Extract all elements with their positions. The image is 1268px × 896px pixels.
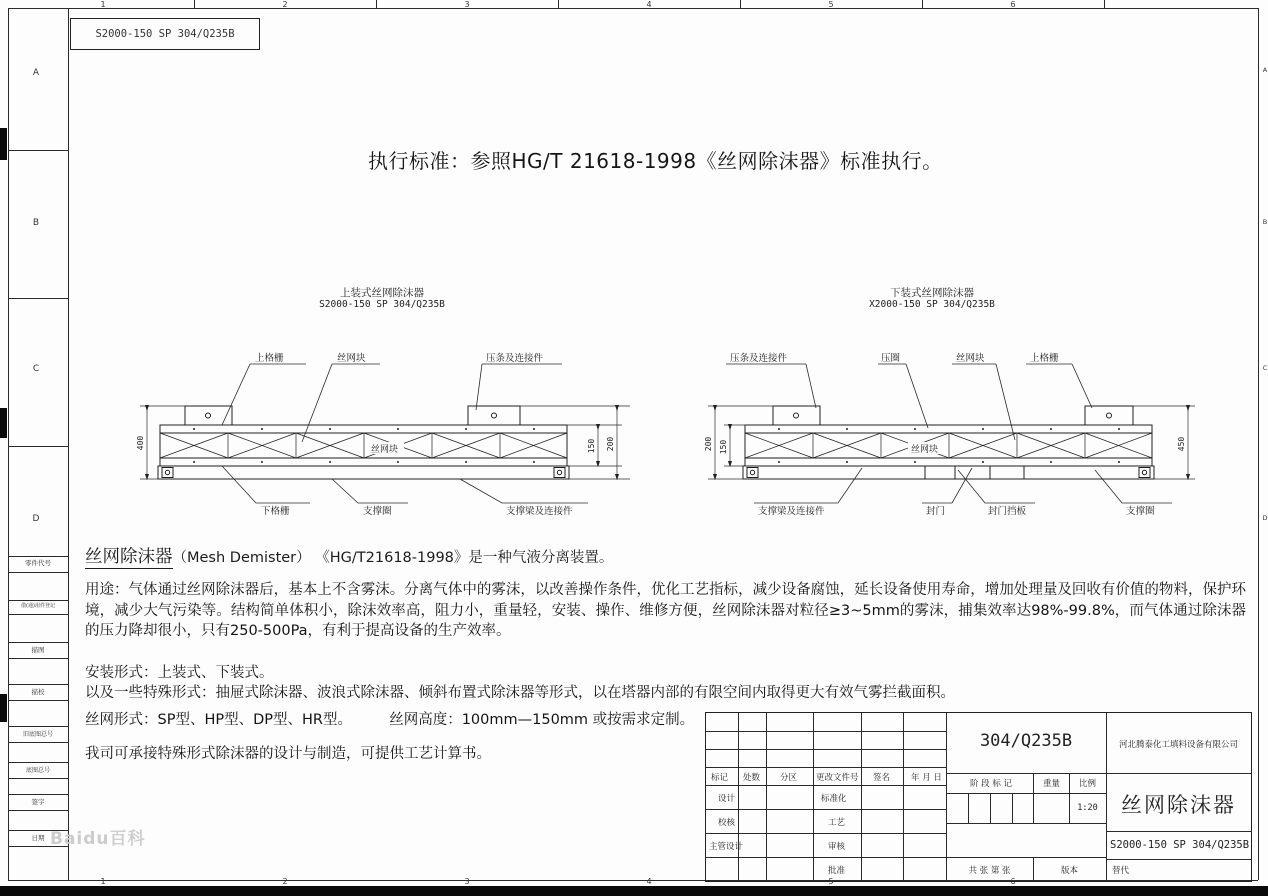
product-model: S2000-150 SP 304/Q235B	[1110, 839, 1250, 851]
dim-mesh: 150	[587, 438, 596, 454]
bolt-hole	[794, 413, 799, 418]
zone-tick	[740, 0, 741, 8]
zone-tick	[1104, 0, 1105, 8]
right-diagram	[690, 340, 1235, 535]
support-beam	[158, 466, 569, 479]
col-doc: 更改文件号	[816, 773, 859, 783]
mesh-bed	[745, 433, 1152, 458]
dim-overall: 400	[136, 435, 145, 451]
doc-code-box	[70, 18, 260, 50]
col-date: 年 月 日	[911, 773, 942, 783]
label-seal-door: 封门	[926, 506, 946, 517]
bottom-grid-rail	[160, 458, 567, 466]
zone-number-top: 1	[100, 0, 106, 9]
sidefield-tracing: 描图	[31, 646, 45, 654]
dim-frame: 200	[704, 436, 713, 452]
watermark: Baidu百科	[50, 829, 146, 849]
centering-mark	[0, 128, 7, 160]
clamp-plate	[1085, 406, 1133, 425]
leader-support-ring	[332, 479, 408, 503]
zone-letter-right: C	[1262, 364, 1268, 372]
zone-number-bottom: 4	[646, 877, 652, 886]
frame-right-line	[1258, 8, 1259, 880]
version-label: 版本	[1060, 866, 1078, 876]
bolt-hole	[1142, 470, 1146, 474]
sidefield-borrow-record: 借(通)用件登记	[21, 603, 55, 609]
install-line-1: 安装形式：上装式、下装式。	[85, 665, 274, 681]
leader-support-beam	[754, 468, 862, 503]
sheets-label: 共 张 第 张	[968, 866, 1011, 876]
sidefield-trace-check: 描校	[31, 688, 45, 696]
zone-number-bottom: 3	[464, 877, 470, 886]
label-top-grid: 上格栅	[1030, 353, 1059, 364]
col-count: 处数	[743, 773, 761, 783]
sidefield-old-master-no: 旧底图总号	[22, 731, 53, 738]
top-grid-rail	[745, 425, 1152, 433]
frame-left-line	[8, 8, 9, 880]
col-sign: 签名	[873, 773, 891, 783]
sidefield-line	[8, 794, 68, 795]
company-name: 河北腾泰化工填料设备有限公司	[1118, 740, 1238, 750]
mesh-cell-dividers	[228, 433, 500, 458]
centering-mark	[0, 694, 7, 722]
scan-edge-bar	[0, 886, 1268, 896]
top-grid-rail	[160, 425, 567, 433]
zone-number-top: 2	[282, 0, 288, 9]
sidefield-line	[8, 556, 68, 557]
zone-number-top: 4	[646, 0, 652, 9]
label-bottom-grid: 下格栅	[261, 506, 290, 517]
sidefield-line	[8, 742, 68, 743]
weight-label: 重量	[1042, 779, 1060, 789]
intro-title: 丝网除沫器	[85, 547, 173, 567]
mesh-cell-dividers	[813, 433, 1085, 458]
label-clamp: 压条及连接件	[730, 353, 788, 364]
label-mesh-pad: 丝网块	[337, 353, 366, 364]
zone-divider	[8, 298, 68, 299]
intro-rest: （Mesh Demister） 《HG/T21618-1998》是一种气液分离装置。	[172, 550, 614, 566]
leader-bottom-grid	[222, 466, 310, 503]
zone-number-bottom: 6	[1010, 877, 1016, 886]
zone-tick	[376, 0, 377, 8]
inner-mesh-label: 丝网块	[911, 445, 939, 455]
seal-door-plate	[990, 466, 1024, 479]
scale-label: 比例	[1078, 779, 1096, 789]
sidefield-line	[8, 642, 68, 643]
sidefield-line	[8, 614, 68, 615]
product-name: 丝网除沫器	[1121, 793, 1236, 817]
usage-paragraph: 用途：气体通过丝网除沫器后，基本上不含雾沫。分离气体中的雾沫，以改善操作条件，优化工艺指标，减少设备腐蚀，延长设备使用寿命，增加处理量及回收有价值的物料，保护环境，减少大气污染等。结构简单体积小，除沫效率高，阻力小，重量轻，安装、操作、维修方便，丝网除沫器对粒径≥3~5mm的雾沫，捕集效率达98%-99.8%，而气体通过除沫器的压力降却很小，只有250-500Pa，有利于提高设备的生产效率。	[85, 582, 1246, 639]
col-zone: 分区	[780, 773, 798, 783]
standard-note: 执行标准：参照HG/T 21618-1998《丝网除沫器》标准执行。	[368, 149, 943, 173]
zone-divider	[8, 150, 68, 151]
clamp-plate	[773, 406, 820, 425]
frame-top-line	[8, 8, 1258, 9]
mesh-height: 丝网高度：100mm—150mm 或按需求定制。	[389, 712, 695, 728]
install-line-2: 以及一些特殊形式：抽屉式除沫器、波浪式除沫器、倾斜布置式除沫器等形式，以在塔器内部的有限空间内取得更大有效气雾拦截面积。	[85, 685, 955, 701]
zone-tick	[194, 0, 195, 8]
sidefield-line	[8, 572, 68, 573]
zone-number-top: 3	[464, 0, 470, 9]
label-mesh-pad: 丝网块	[956, 353, 985, 364]
dim-mesh: 150	[719, 439, 728, 455]
label-clamp: 压条及连接件	[486, 353, 544, 364]
material-spec: 304/Q235B	[979, 731, 1073, 751]
zone-number-top: 6	[1010, 0, 1016, 9]
sidefield-part-code: 零件代号	[25, 559, 51, 567]
row-chief: 主管设计	[709, 842, 744, 852]
mesh-bed	[160, 433, 567, 458]
col-mark: 标记	[711, 773, 729, 783]
bolt-hole	[1107, 413, 1112, 418]
label-support-ring: 支撑圈	[1126, 506, 1155, 517]
leader-mesh-pad	[302, 364, 380, 442]
beam-end-plate	[554, 468, 565, 478]
inner-mesh-label: 丝网块	[371, 445, 399, 455]
sidefield-line	[8, 658, 68, 659]
intro-line	[85, 543, 613, 568]
sidefield-signature: 签字	[31, 798, 45, 806]
label-support-ring: 支撑圈	[363, 506, 392, 517]
bolt-hole	[492, 413, 497, 418]
zone-letter-right: A	[1262, 66, 1268, 74]
zone-letter-right: B	[1262, 218, 1268, 226]
mesh-type-line	[85, 708, 694, 729]
support-beam	[743, 466, 1154, 479]
zone-number-bottom: 2	[282, 877, 288, 886]
leader-top-grid	[222, 364, 306, 425]
zone-tick	[558, 0, 559, 8]
zone-letter-left: A	[32, 68, 40, 78]
label-support-beam: 支撑梁及连接件	[758, 506, 825, 517]
label-seal-plate: 封门挡板	[988, 506, 1027, 517]
doc-code: S2000-150 SP 304/Q235B	[95, 28, 235, 40]
right-diagram-subtitle: X2000-150 SP 304/Q235B	[869, 299, 995, 310]
right-diagram-title: 下装式丝网除沫器	[890, 287, 974, 299]
sidefield-line	[8, 762, 68, 763]
sidefield-line	[8, 778, 68, 779]
label-top-grid: 上格栅	[255, 353, 284, 364]
leader-top-grid	[1026, 364, 1092, 408]
left-diagram-subtitle: S2000-150 SP 304/Q235B	[319, 299, 445, 310]
row-review: 审核	[828, 842, 846, 852]
zone-number-bottom: 1	[100, 877, 106, 886]
sidefield-line	[8, 600, 68, 601]
dim-frame: 200	[606, 436, 615, 452]
row-design: 设计	[718, 794, 736, 804]
sidebar-divider-line	[68, 8, 69, 880]
zone-divider	[8, 446, 68, 447]
label-support-beam: 支撑梁及连接件	[506, 506, 573, 517]
mesh-type: 丝网形式：SP型、HP型、DP型、HR型。	[85, 712, 352, 728]
bolt-hole	[750, 470, 754, 474]
mesh-x-pattern	[745, 433, 1152, 458]
row-process: 工艺	[828, 818, 846, 828]
scale-value: 1:20	[1077, 803, 1098, 813]
leader-support-beam	[460, 479, 588, 503]
beam-end-plate	[162, 468, 173, 478]
sidefield-date: 日期	[31, 834, 45, 842]
leader-seal-plate	[958, 470, 1035, 503]
leader-press-ring	[878, 364, 928, 428]
bolt-hole	[165, 470, 169, 474]
zone-number-bottom: 5	[828, 877, 834, 886]
leader-clamp	[476, 364, 562, 410]
bolt-hole	[206, 413, 211, 418]
beam-end-plate	[1139, 468, 1150, 478]
replace-label: 替代	[1112, 866, 1130, 876]
row-std: 标准化	[821, 794, 847, 804]
leader-seal-door	[922, 468, 972, 503]
zone-letter-left: D	[32, 514, 40, 524]
sidefield-master-no: 底图总号	[25, 767, 50, 774]
dim-right: 450	[1177, 436, 1186, 452]
leader-support-ring	[1095, 470, 1172, 503]
beam-end-plate	[747, 468, 758, 478]
sidefield-line	[8, 810, 68, 811]
centering-mark	[0, 408, 7, 438]
row-check: 校核	[718, 818, 736, 828]
sidefield-line	[8, 700, 68, 701]
seal-door	[925, 466, 955, 479]
zone-tick	[922, 0, 923, 8]
zone-letter-left: C	[32, 364, 40, 374]
zone-letter-left: B	[32, 218, 40, 228]
left-diagram	[110, 340, 630, 535]
bolt-hole	[557, 470, 561, 474]
row-approve: 批准	[828, 866, 846, 876]
label-press-ring: 压圈	[881, 353, 901, 364]
zone-letter-right: D	[1262, 514, 1268, 522]
title-block	[705, 712, 1252, 882]
sidefield-line	[8, 726, 68, 727]
clamp-plate	[185, 406, 232, 425]
left-diagram-title: 上装式丝网除沫器	[340, 287, 424, 299]
stage-label: 阶 段 标 记	[969, 779, 1013, 789]
zone-number-top: 5	[828, 0, 834, 9]
bottom-grid-rail	[745, 458, 1152, 466]
leader-clamp	[726, 364, 816, 408]
service-line: 我司可承接特殊形式除沫器的设计与制造，可提供工艺计算书。	[85, 746, 491, 762]
mesh-x-pattern	[160, 433, 567, 458]
sidefield-line	[8, 684, 68, 685]
